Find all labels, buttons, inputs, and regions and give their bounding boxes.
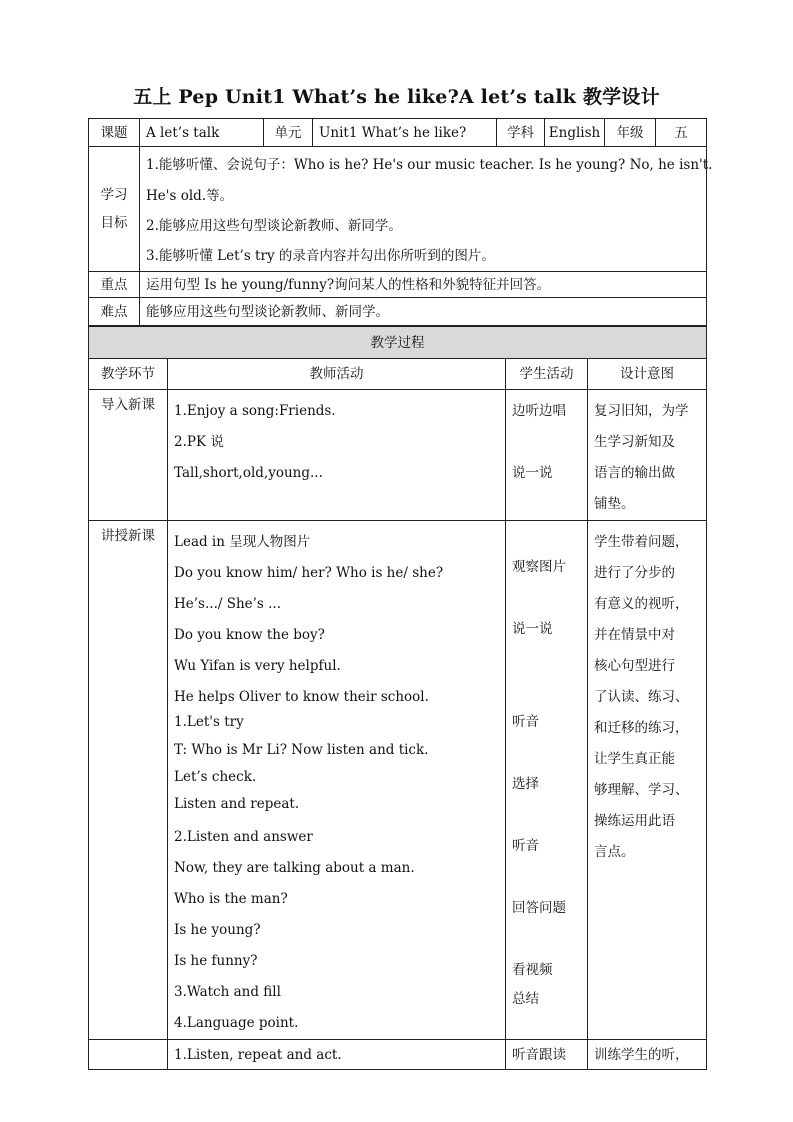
teacher-line: Listen and repeat. xyxy=(174,796,300,812)
teacher-line: 2.Listen and answer xyxy=(174,829,313,845)
purpose-line: 有意义的视听， xyxy=(594,596,689,612)
student-line: 观察图片 xyxy=(512,559,566,575)
teacher-line: Wu Yifan is very helpful. xyxy=(174,658,341,674)
teacher-line: Is he young? xyxy=(174,922,261,938)
objective-line: 2.能够应用这些句型谈论新教师、新同学。 xyxy=(146,218,402,234)
purpose-line: 铺垫。 xyxy=(594,496,635,512)
grade-label: 年级 xyxy=(605,119,656,147)
purpose-cell xyxy=(588,390,707,521)
stage-cell: 导入新课 xyxy=(89,390,168,521)
student-line: 看视频 xyxy=(512,962,553,978)
process-header: 教学过程 xyxy=(89,327,707,359)
grade-value: 五 xyxy=(656,119,707,147)
topic-label: 课题 xyxy=(89,119,140,147)
objective-line: 3.能够听懂 Let’s try 的录音内容并勾出你所听到的图片。 xyxy=(146,248,495,264)
teacher-line: 2.PK 说 xyxy=(174,434,224,450)
purpose-line: 训练学生的听， xyxy=(594,1046,689,1063)
teacher-line: 1.Enjoy a song:Friends. xyxy=(174,403,336,419)
teacher-line: Lead in 呈现人物图片 xyxy=(174,534,311,550)
teacher-line: Do you know him/ her? Who is he/ she? xyxy=(174,565,444,581)
student-line: 说一说 xyxy=(512,621,553,637)
teacher-line: Who is the man? xyxy=(174,891,288,907)
student-activity-cell xyxy=(506,390,588,521)
stage-cell: 讲授新课 xyxy=(89,521,168,1040)
objective-line: He's old.等。 xyxy=(146,188,234,204)
subject-value: English xyxy=(545,119,605,147)
unit-label: 单元 xyxy=(264,119,313,147)
student-line: 听音跟读 xyxy=(512,1046,566,1063)
purpose-line: 够理解、学习、 xyxy=(594,782,689,798)
purpose-cell xyxy=(588,1040,707,1070)
teacher-line: 1.Let's try xyxy=(174,714,244,730)
topic-value: A let’s talk xyxy=(140,119,264,147)
key-points-text: 运用句型 Is he young/funny?询问某人的性格和外貌特征并回答。 xyxy=(140,272,707,298)
lesson-info-table xyxy=(88,118,713,326)
teacher-line: Do you know the boy? xyxy=(174,627,325,643)
teacher-line: 1.Listen, repeat and act. xyxy=(174,1046,342,1063)
purpose-line: 核心句型进行 xyxy=(594,658,675,674)
document-title: 五上 Pep Unit1 What’s he like?A let’s talk 教学设计 xyxy=(133,86,660,108)
teacher-activity-cell xyxy=(168,1040,506,1070)
objectives-label xyxy=(89,147,140,272)
teacher-line: T: Who is Mr Li? Now listen and tick. xyxy=(174,742,429,758)
teacher-activity-cell xyxy=(168,390,506,521)
teacher-line: Now, they are talking about a man. xyxy=(174,860,415,876)
teacher-activity-cell xyxy=(168,521,506,1040)
teacher-line: Let’s check. xyxy=(174,769,257,785)
objective-line: 1.能够听懂、会说句子：Who is he? He's our music teacher. Is he young? No, he isn't. xyxy=(146,157,713,173)
student-line: 回答问题 xyxy=(512,900,566,916)
purpose-line: 操练运用此语 xyxy=(594,813,675,829)
subject-label: 学科 xyxy=(497,119,545,147)
student-line: 听音 xyxy=(512,838,539,854)
key-points-label: 重点 xyxy=(89,272,140,298)
student-activity-cell xyxy=(506,1040,588,1070)
student-line xyxy=(512,427,582,458)
purpose-line: 言点。 xyxy=(594,844,635,860)
objectives-content xyxy=(140,147,713,272)
student-line: 选择 xyxy=(512,776,539,792)
teacher-line: 3.Watch and fill xyxy=(174,984,281,1000)
purpose-line: 进行了分步的 xyxy=(594,565,675,581)
teacher-line: 4.Language point. xyxy=(174,1015,299,1031)
column-header-student: 学生活动 xyxy=(506,359,588,390)
teacher-line: He helps Oliver to know their school. xyxy=(174,689,429,705)
student-line: 听音 xyxy=(512,714,539,730)
purpose-line: 复习旧知，为学 xyxy=(594,403,689,419)
teacher-line: Tall,short,old,young... xyxy=(174,465,323,481)
purpose-line: 让学生真正能 xyxy=(594,751,675,767)
teacher-line: Is he funny? xyxy=(174,953,258,969)
student-line: 边听边唱 xyxy=(512,403,566,419)
unit-value: Unit1 What’s he like? xyxy=(313,119,497,147)
purpose-cell xyxy=(588,521,707,1040)
teacher-line: He’s.../ She’s ... xyxy=(174,596,282,612)
difficulties-label: 难点 xyxy=(89,298,140,326)
purpose-line: 了认读、练习、 xyxy=(594,689,689,705)
student-line: 说一说 xyxy=(512,465,553,481)
difficulties-text: 能够应用这些句型谈论新教师、新同学。 xyxy=(140,298,707,326)
purpose-line: 和迁移的练习， xyxy=(594,720,689,736)
student-activity-cell xyxy=(506,521,588,1040)
purpose-line: 生学习新知及 xyxy=(594,434,675,450)
objectives-label-text: 学习目标 xyxy=(100,187,128,231)
stage-cell xyxy=(89,1040,168,1070)
student-line: 总结 xyxy=(512,991,539,1007)
column-header-stage: 教学环节 xyxy=(89,359,168,390)
teaching-process-table xyxy=(88,326,707,1070)
column-header-teacher: 教师活动 xyxy=(168,359,506,390)
purpose-line: 并在情景中对 xyxy=(594,627,675,643)
purpose-line: 学生带着问题， xyxy=(594,534,689,550)
column-header-purpose: 设计意图 xyxy=(588,359,707,390)
purpose-line: 语言的输出做 xyxy=(594,465,675,481)
